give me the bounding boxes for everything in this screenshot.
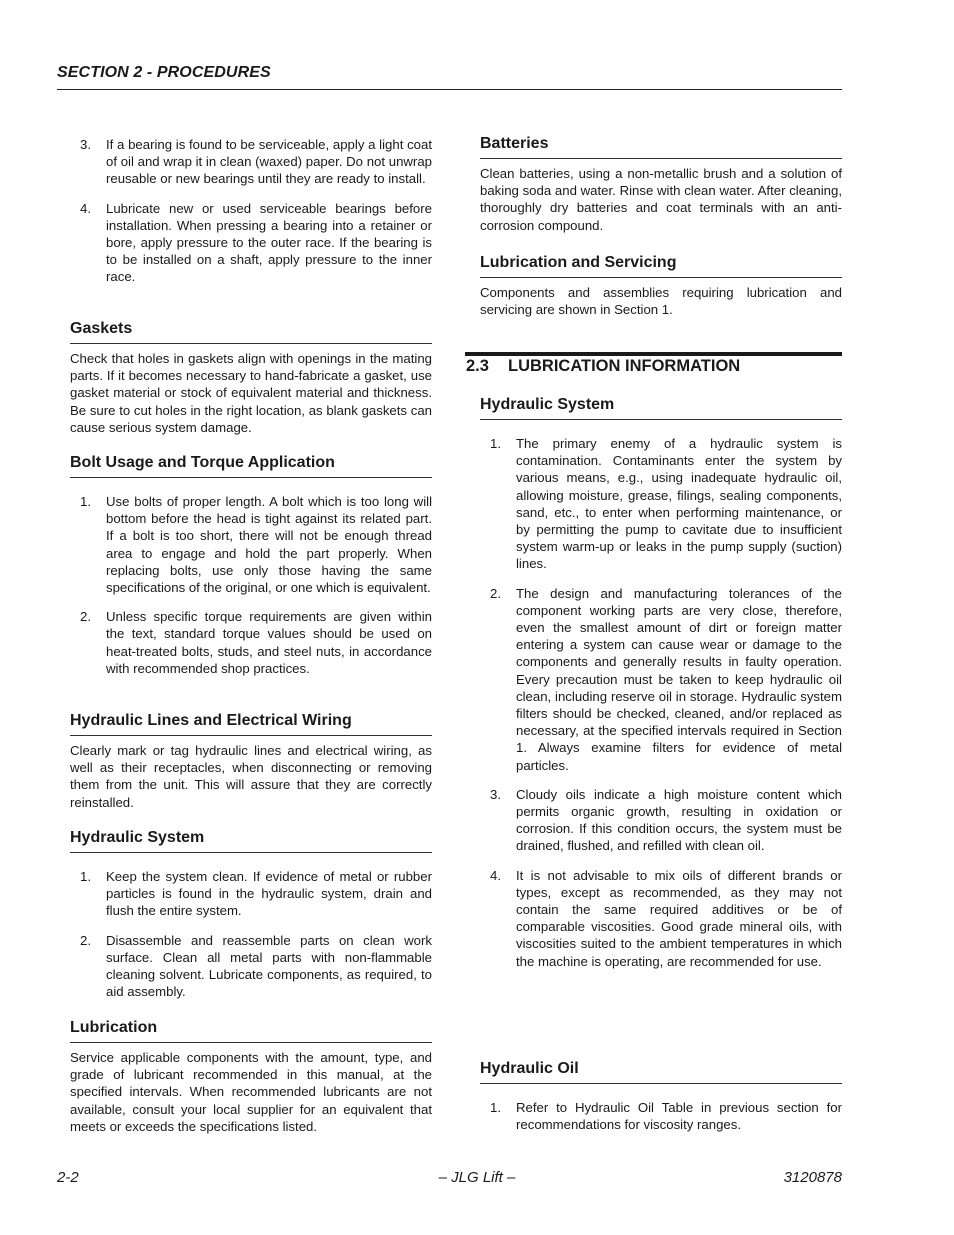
item-text: Use bolts of proper length. A bolt which is too long will bottom before the head is tight against its related part. If a bolt is too short, there will not be enough thread area to engage and hold the part properly. When replacing bolts, use only those having the same specifications of the original, or one which is equivalent. [106,494,432,596]
hydraulic-heading: Hydraulic System [70,828,432,853]
gaskets-text: Check that holes in gaskets align with openings in the mating parts. If it becomes necessary to hand-fabricate a gasket, use gasket material or stock of equivalent material and thickness. Be sure to cut holes in the right location, as blank gaskets can cause serious system damage. [70,351,432,435]
item-number: 4. [490,867,501,883]
section-number: 2.3 [466,357,489,375]
list-item [70,868,432,920]
lub-serv-section [480,253,842,318]
hydraulic-section-left [70,828,432,1000]
item-number: 2. [80,932,91,948]
list-item [480,1099,842,1133]
gaskets-heading: Gaskets [70,319,432,344]
oil-section [480,1059,842,1133]
item-number: 2. [80,609,91,625]
section-title [466,357,740,376]
page-header [57,64,842,90]
item-number: 4. [80,200,91,216]
item-number: 1. [490,1100,501,1115]
section-rule [465,352,842,356]
bolt-heading: Bolt Usage and Torque Application [70,453,432,478]
batteries-text: Clean batteries, using a non-metallic brush and a solution of baking soda and water. Rinse with clean water. After cleaning, thoroughly dry batteries and coat terminals with an anti-corrosion compound. [480,166,842,233]
lubrication-heading: Lubrication [70,1018,432,1043]
footer-center: – JLG Lift – [438,1169,516,1186]
bolt-section [70,453,432,677]
list-item [480,435,842,573]
item-text: Keep the system clean. If evidence of metal or rubber particles is found in the hydraulic system, drain and flush the entire system. [106,869,432,919]
oil-heading: Hydraulic Oil [480,1059,842,1084]
list-item [480,786,842,855]
item-number: 3. [490,786,501,802]
batteries-section [480,134,842,234]
item-text: If a bearing is found to be serviceable, apply a light coat of oil and wrap it in clean (waxed) paper. Do not unwrap reusable or new bearings until they are ready to install. [106,137,432,187]
lines-heading: Hydraulic Lines and Electrical Wiring [70,711,432,736]
item-text: Cloudy oils indicate a high moisture content which permits organic growth, resulting in oxidation or corrosion. If this condition occurs, the system must be drained, flushed, and refilled with clean oil. [516,786,842,854]
lubrication-text: Service applicable components with the amount, type, and grade of lubricant recommended in this manual, at the specified intervals. When recommended lubricants are not available, consult your local supplier for an equivalent that meets or exceeds the specifications listed. [70,1050,432,1134]
item-text: The design and manufacturing tolerances of the component working parts are very close, therefore, even the smallest amount of dirt or foreign matter entering a system can cause wear or damage to the components and generally results in faulty operation. Every precaution must be taken to keep hydraulic oil clean, including reserve oil in storage. Hydraulic system filters should be checked, cleaned, and/or replaced as necessary, at the specified intervals required in Section 1. Always examine filters for evidence of metal particles. [516,585,842,773]
section-title-text: LUBRICATION INFORMATION [508,357,741,375]
list-item [480,585,842,774]
list-item [70,608,432,677]
hydraulic-section-right [480,395,842,970]
item-number: 1. [80,494,91,509]
lines-section [70,711,432,811]
item-text: Disassemble and reassemble parts on clean work surface. Clean all metal parts with non-flammable cleaning solvent. Lubricate components, as required, to aid assembly. [106,932,432,1000]
section-header-title: SECTION 2 - PROCEDURES [57,64,271,81]
bearing-list [70,136,432,286]
doc-number: 3120878 [783,1169,842,1186]
list-item [70,493,432,596]
list-item [480,867,842,970]
gaskets-section [70,319,432,436]
batteries-heading: Batteries [480,134,842,159]
lub-serv-heading: Lubrication and Servicing [480,253,842,278]
item-number: 2. [490,585,501,601]
item-text: It is not advisable to mix oils of different brands or types, except as recommended, as they may not contain the same required additives or be of comparable viscosities. Good grade mineral oils, with viscosities suited to the ambient temperatures in which the machine is operating, are recommended for use. [516,867,842,969]
lines-text: Clearly mark or tag hydraulic lines and electrical wiring, as well as their receptacles, when disconnecting or removing them from the unit. This will assure that they are correctly reinstalled. [70,743,432,810]
item-text: Refer to Hydraulic Oil Table in previous section for recommendations for viscosity ranges. [516,1100,842,1133]
item-number: 1. [80,869,91,884]
item-text: The primary enemy of a hydraulic system is contamination. Contaminants enter the system by various means, e.g., using inadequate hydraulic oil, allowing moisture, grease, filings, sealing components, sand, etc., to enter when performing maintenance, or by permitting the pump to cavitate due to insufficient system warm-up or leaks in the pump supply (suction) lines. [516,436,842,572]
item-text: Lubricate new or used serviceable bearings before installation. When pressing a bearing into a retainer or bore, apply pressure to the outer race. If the bearing is to be installed on a shaft, apply pressure to the inner race. [106,200,432,285]
item-number: 3. [80,137,91,152]
item-text: Unless specific torque requirements are given within the text, standard torque values should be used on heat-treated bolts, studs, and steel nuts, in accordance with recommended shop practices. [106,609,432,676]
hydraulic-heading-right: Hydraulic System [480,395,842,420]
lubrication-section [70,1018,432,1135]
list-item [70,136,432,188]
list-item [70,200,432,286]
lub-serv-text: Components and assemblies requiring lubrication and servicing are shown in Section 1. [480,285,842,318]
item-number: 1. [490,436,501,451]
page-number: 2-2 [57,1169,79,1186]
list-item [70,932,432,1001]
